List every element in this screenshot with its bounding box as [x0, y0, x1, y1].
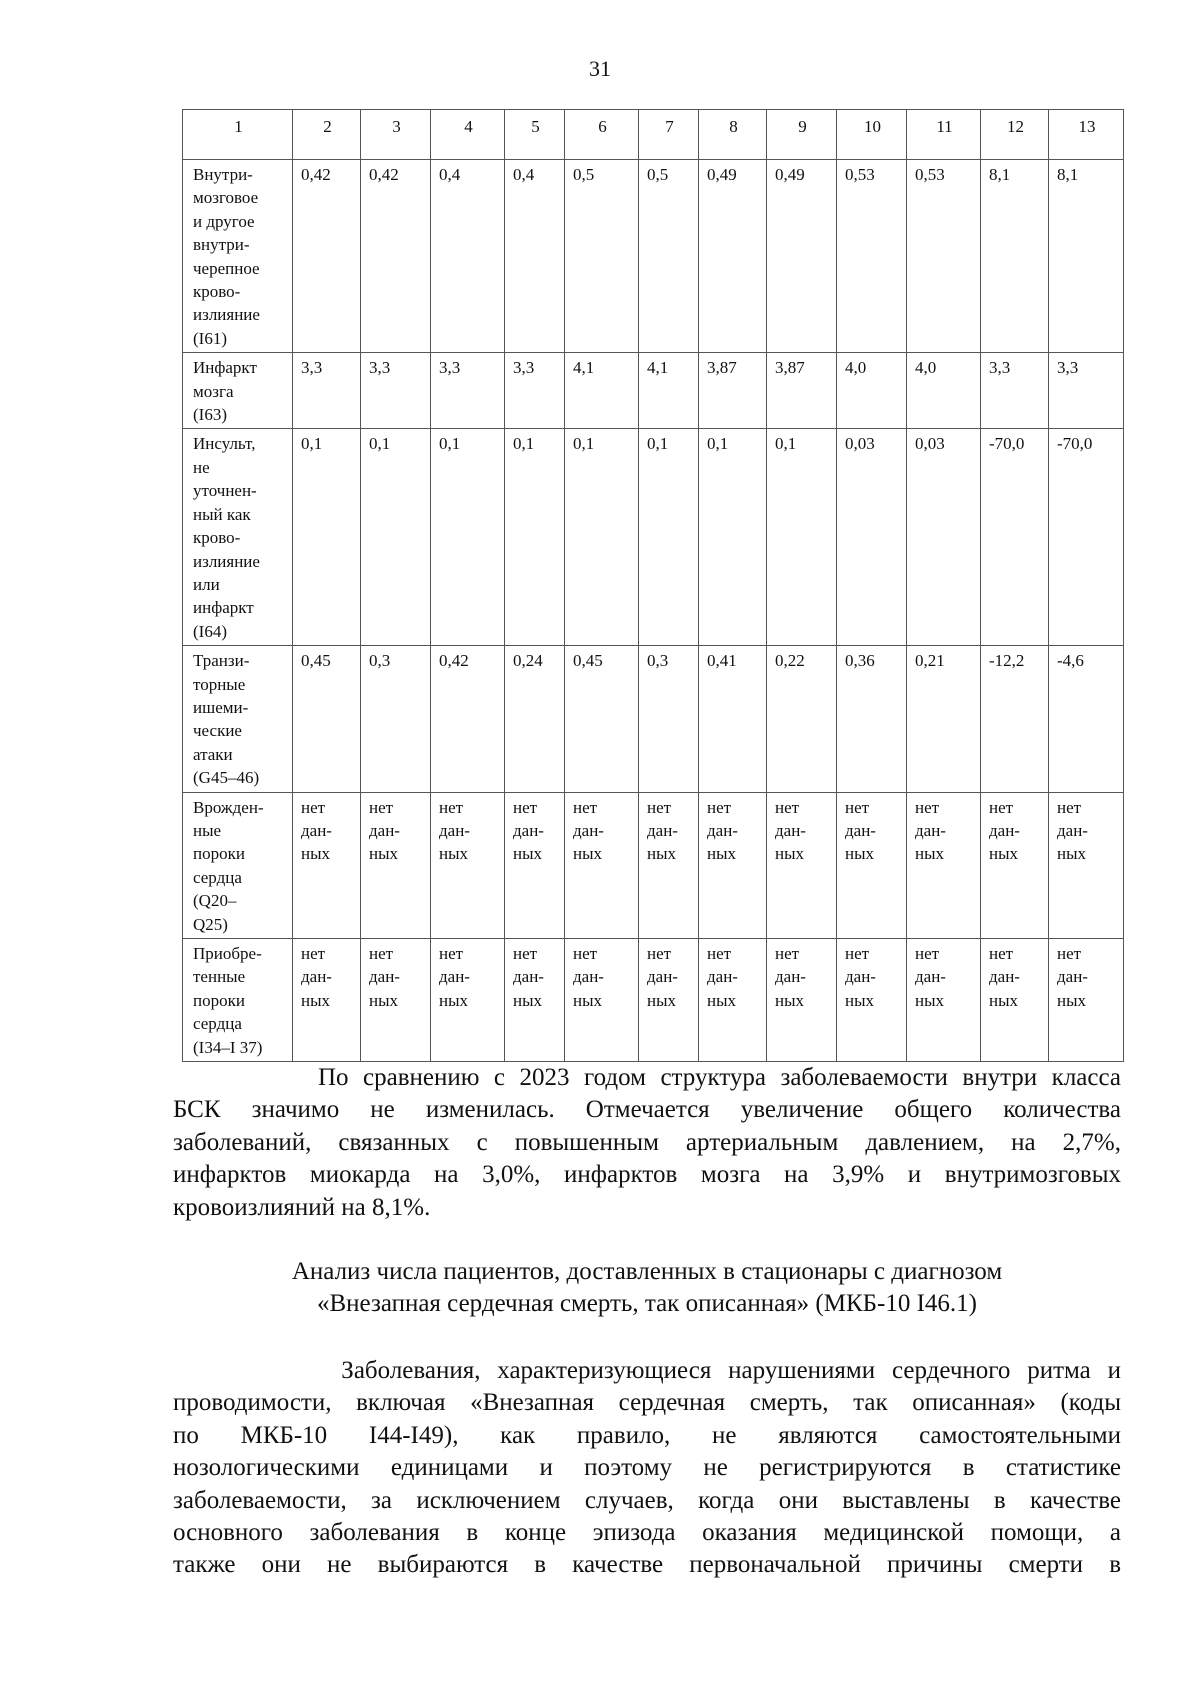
- row-label-line: Внутри-: [193, 165, 253, 184]
- table-header-row: [183, 110, 1124, 160]
- value-cell: 0,5: [565, 160, 639, 353]
- value-cell: нет дан- ных: [981, 939, 1049, 1062]
- value-cell: нет дан- ных: [431, 792, 505, 938]
- value-cell: 0,03: [907, 429, 981, 646]
- value-cell: 0,1: [361, 429, 431, 646]
- value-cell: 3,87: [767, 353, 837, 429]
- value-cell: 0,49: [699, 160, 767, 353]
- row-label-line: сердца: [193, 867, 242, 887]
- value-cell: 3,3: [505, 353, 565, 429]
- value-cell: 0,42: [293, 160, 361, 353]
- row-label-line: внутри-: [193, 235, 250, 255]
- value-cell: 0,49: [767, 160, 837, 353]
- value-cell: -12,2: [981, 646, 1049, 792]
- value-cell: 0,24: [505, 646, 565, 792]
- value-cell: 0,1: [699, 429, 767, 646]
- value-cell: 0,42: [431, 646, 505, 792]
- value-cell: -4,6: [1049, 646, 1124, 792]
- paragraph1-line: заболеваний, связанных с повышенным артериальным давлением, на 2,7%,: [173, 1128, 1121, 1156]
- row-label-line: излияние: [193, 305, 260, 325]
- header-cell: 9: [767, 110, 837, 160]
- value-cell: 3,87: [699, 353, 767, 429]
- value-cell: нет дан- ных: [565, 792, 639, 938]
- value-cell: 0,53: [837, 160, 907, 353]
- value-cell: 3,3: [361, 353, 431, 429]
- heading-line: Анализ числа пациентов, доставленных в стационары с диагнозом: [291, 1258, 1003, 1285]
- value-cell: нет дан- ных: [981, 792, 1049, 938]
- row-label-line: пороки: [193, 844, 245, 864]
- row-label-line: атаки: [193, 744, 233, 764]
- data-table: [182, 109, 1124, 1062]
- value-cell: нет дан- ных: [767, 939, 837, 1062]
- value-cell: 0,45: [565, 646, 639, 792]
- page-number: 31: [589, 56, 611, 81]
- value-cell: 0,1: [505, 429, 565, 646]
- row-label-line: сердца: [193, 1014, 242, 1034]
- row-label-line: (I64): [193, 621, 227, 641]
- header-cell: 13: [1049, 110, 1124, 160]
- row-label-cell: [183, 646, 293, 792]
- value-cell: 4,0: [907, 353, 981, 429]
- value-cell: 0,1: [565, 429, 639, 646]
- row-label-line: пороки: [193, 990, 245, 1010]
- value-cell: 3,3: [293, 353, 361, 429]
- header-cell: 5: [505, 110, 565, 160]
- value-cell: нет дан- ных: [1049, 939, 1124, 1062]
- value-cell: 0,36: [837, 646, 907, 792]
- paragraph1-line: БСК значимо не изменилась. Отмечается увеличение общего количества: [173, 1096, 1121, 1124]
- value-cell: 0,1: [767, 429, 837, 646]
- row-label-cell: [183, 160, 293, 353]
- header-cell: 7: [639, 110, 699, 160]
- section-heading: [173, 1256, 1121, 1321]
- row-label-cell: [183, 792, 293, 938]
- row-label-line: крово-: [193, 282, 241, 302]
- value-cell: 0,22: [767, 646, 837, 792]
- paragraph2-line: по МКБ-10 I44-I49), как правило, не являются самостоятельными: [173, 1421, 1121, 1449]
- value-cell: -70,0: [1049, 429, 1124, 646]
- value-cell: 0,45: [293, 646, 361, 792]
- value-cell: 3,3: [1049, 353, 1124, 429]
- value-cell: нет дан- ных: [699, 792, 767, 938]
- header-cell: 12: [981, 110, 1049, 160]
- row-label-line: мозговое: [193, 188, 259, 208]
- row-label-line: черепное: [193, 258, 260, 278]
- row-label-line: (Q20–: [193, 891, 237, 911]
- value-cell: нет дан- ных: [699, 939, 767, 1062]
- value-cell: 4,0: [837, 353, 907, 429]
- value-cell: нет дан- ных: [431, 939, 505, 1062]
- table-row: [183, 429, 1124, 646]
- row-label-line: крово-: [193, 528, 241, 548]
- header-cell: 8: [699, 110, 767, 160]
- row-label-cell: [183, 939, 293, 1062]
- value-cell: 0,21: [907, 646, 981, 792]
- row-label-line: Инфаркт: [193, 358, 257, 378]
- row-label-line: (I63): [193, 405, 227, 425]
- value-cell: -70,0: [981, 429, 1049, 646]
- value-cell: 0,42: [361, 160, 431, 353]
- row-label-line: (I61): [193, 328, 227, 348]
- heading-line: «Внезапная сердечная смерть, так описанная» (МКБ-10 I46.1): [316, 1290, 977, 1318]
- header-cell: 3: [361, 110, 431, 160]
- header-cell: 4: [431, 110, 505, 160]
- row-label-line: Инсульт,: [193, 434, 256, 454]
- value-cell: нет дан- ных: [293, 792, 361, 938]
- value-cell: 0,1: [431, 429, 505, 646]
- row-label-line: Приобре-: [193, 944, 262, 963]
- paragraph2-line: основного заболевания в конце эпизода оказания медицинской помощи, а: [173, 1519, 1121, 1547]
- row-label-line: не: [193, 457, 210, 477]
- row-label-cell: [183, 429, 293, 646]
- paragraph-arrhythmia: [173, 1355, 1121, 1582]
- row-label-line: ишеми-: [193, 697, 249, 717]
- paragraph1-line: По сравнению с 2023 годом структура заболеваемости внутри класса: [173, 1064, 1121, 1091]
- value-cell: 0,1: [293, 429, 361, 646]
- paragraph1-line: инфарктов миокарда на 3,0%, инфарктов мозга на 3,9% и внутримозговых: [173, 1161, 1121, 1189]
- table-row: [183, 646, 1124, 792]
- row-label-line: торные: [193, 674, 246, 694]
- row-label-line: Q25): [193, 914, 228, 934]
- paragraph2-line: Заболевания, характеризующиеся нарушениями сердечного ритма и: [173, 1357, 1121, 1384]
- value-cell: 0,03: [837, 429, 907, 646]
- value-cell: нет дан- ных: [639, 792, 699, 938]
- row-label-line: тенные: [193, 967, 246, 987]
- value-cell: 0,41: [699, 646, 767, 792]
- row-label-cell: [183, 353, 293, 429]
- value-cell: 0,3: [639, 646, 699, 792]
- paragraph2-line: заболеваемости, за исключением случаев, когда они выставлены в качестве: [173, 1486, 1121, 1514]
- row-label-line: (G45–46): [193, 768, 260, 788]
- table-row: [183, 939, 1124, 1062]
- header-cell: 1: [183, 110, 293, 160]
- value-cell: нет дан- ных: [907, 939, 981, 1062]
- header-cell: 10: [837, 110, 907, 160]
- paragraph2-line: также они не выбираются в качестве первоначальной причины смерти в: [173, 1551, 1121, 1579]
- value-cell: нет дан- ных: [767, 792, 837, 938]
- value-cell: нет дан- ных: [361, 792, 431, 938]
- row-label-line: мозга: [193, 381, 234, 401]
- value-cell: 4,1: [639, 353, 699, 429]
- header-cell: 11: [907, 110, 981, 160]
- value-cell: 8,1: [981, 160, 1049, 353]
- paragraph1-line: кровоизлияний на 8,1%.: [173, 1193, 431, 1221]
- row-label-line: уточнен-: [193, 481, 257, 501]
- header-cell: 2: [293, 110, 361, 160]
- value-cell: нет дан- ных: [505, 939, 565, 1062]
- row-label-line: ный как: [193, 504, 251, 524]
- row-label-line: или: [193, 574, 220, 594]
- table-row: [183, 353, 1124, 429]
- value-cell: 0,5: [639, 160, 699, 353]
- paragraph2-line: нозологическими единицами и поэтому не регистрируются в статистике: [173, 1454, 1121, 1482]
- row-label-line: инфаркт: [193, 598, 254, 618]
- value-cell: 3,3: [431, 353, 505, 429]
- value-cell: 8,1: [1049, 160, 1124, 353]
- value-cell: нет дан- ных: [837, 792, 907, 938]
- value-cell: 0,4: [505, 160, 565, 353]
- row-label-line: излияние: [193, 551, 260, 571]
- value-cell: 0,4: [431, 160, 505, 353]
- row-label-line: и другое: [193, 211, 255, 231]
- value-cell: 4,1: [565, 353, 639, 429]
- row-label-line: Врожден-: [193, 797, 264, 817]
- value-cell: нет дан- ных: [837, 939, 907, 1062]
- value-cell: нет дан- ных: [1049, 792, 1124, 938]
- value-cell: 0,3: [361, 646, 431, 792]
- header-cell: 6: [565, 110, 639, 160]
- row-label-line: Транзи-: [193, 651, 250, 671]
- value-cell: нет дан- ных: [639, 939, 699, 1062]
- value-cell: нет дан- ных: [361, 939, 431, 1062]
- paragraph-structure: [173, 1062, 1121, 1224]
- value-cell: 0,1: [639, 429, 699, 646]
- value-cell: нет дан- ных: [505, 792, 565, 938]
- table-row: [183, 160, 1124, 353]
- table-row: [183, 792, 1124, 938]
- value-cell: 0,53: [907, 160, 981, 353]
- paragraph2-line: проводимости, включая «Внезапная сердечная смерть, так описанная» (коды: [173, 1389, 1121, 1417]
- value-cell: нет дан- ных: [565, 939, 639, 1062]
- value-cell: нет дан- ных: [293, 939, 361, 1062]
- row-label-line: (I34–I 37): [193, 1037, 263, 1057]
- row-label-line: ческие: [193, 721, 242, 741]
- value-cell: 3,3: [981, 353, 1049, 429]
- row-label-line: ные: [193, 820, 222, 840]
- value-cell: нет дан- ных: [907, 792, 981, 938]
